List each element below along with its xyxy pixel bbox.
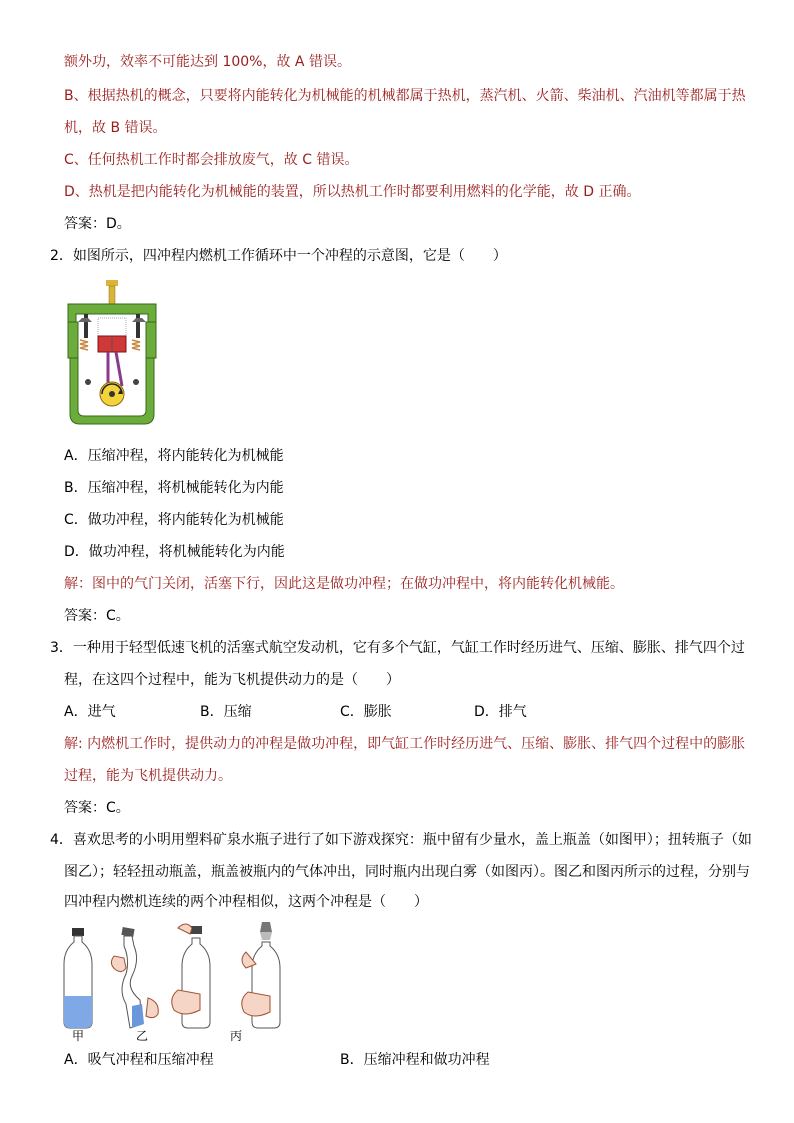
q3-stem-line2: 程，在这四个过程中，能为飞机提供动力的是（ ） <box>64 672 400 688</box>
q2-option-d[interactable]: D．做功冲程，将机械能转化为内能 <box>64 544 285 560</box>
spark-plug-top <box>106 280 118 286</box>
q2-option-b[interactable]: B．压缩冲程，将机械能转化为内能 <box>64 480 284 496</box>
q3-option-a[interactable]: A．进气 <box>64 704 116 720</box>
q2-option-a[interactable]: A．压缩冲程，将内能转化为机械能 <box>64 448 284 464</box>
bottle-jia <box>64 928 92 1028</box>
q4-stem-line1: 4．喜欢思考的小明用塑料矿泉水瓶子进行了如下游戏探究：瓶中留有少量水，盖上瓶盖（如图甲）；扭转瓶子（如 <box>50 832 752 848</box>
figure-label-jia: 甲 <box>72 1029 85 1043</box>
prev-answer-line3: 机，故 B 错误。 <box>64 120 167 136</box>
cylinder-wall-right <box>146 322 156 358</box>
q2-option-c[interactable]: C．做功冲程，将内能转化为机械能 <box>64 512 284 528</box>
q3-stem-line1: 3．一种用于轻型低速飞机的活塞式航空发动机，它有多个气缸，气缸工作时经历进气、压缩、膨胀、排气四个过 <box>50 640 745 656</box>
q4-stem-line3: 四冲程内燃机连续的两个冲程相似，这两个冲程是（ ） <box>64 894 428 910</box>
bottle-bing-1 <box>172 924 210 1028</box>
q3-option-b[interactable]: B．压缩 <box>200 704 252 720</box>
exhaust-valve <box>136 314 140 338</box>
bottle-figure <box>60 920 300 1045</box>
q4-option-a[interactable]: A．吸气冲程和压缩冲程 <box>64 1052 214 1068</box>
q3-option-d[interactable]: D．排气 <box>474 704 527 720</box>
figure-label-yi: 乙 <box>136 1029 149 1043</box>
combustion-chamber <box>98 318 126 336</box>
q3-answer: 答案：C。 <box>64 800 130 816</box>
prev-answer-line2: B、根据热机的概念，只要将内能转化为机械能的机械都属于热机，蒸汽机、火箭、柴油机、汽油机等都属于热 <box>64 88 746 104</box>
cylinder-wall-left <box>68 322 78 358</box>
q4-stem-line2: 图乙）；轻轻扭动瓶盖，瓶盖被瓶内的气体冲出，同时瓶内出现白雾（如图丙）。图乙和图丙所示的过程，分别与 <box>64 864 750 880</box>
q3-solution-line2: 过程，能为飞机提供动力。 <box>64 768 232 784</box>
prev-answer-line4: C、任何热机工作时都会排放废气，故 C 错误。 <box>64 152 359 168</box>
bottle-bing-2 <box>242 922 280 1028</box>
bottle-yi <box>111 927 158 1028</box>
figure-label-bing: 丙 <box>230 1029 243 1043</box>
q2-stem: 2．如图所示，四冲程内燃机工作循环中一个冲程的示意图，它是（ ） <box>50 248 507 264</box>
q2-solution: 解：图中的气门关闭，活塞下行，因此这是做功冲程；在做功冲程中，将内能转化机械能。 <box>64 576 624 592</box>
q3-option-c[interactable]: C．膨胀 <box>340 704 392 720</box>
q3-solution-line1: 解: 内燃机工作时，提供动力的冲程是做功冲程，即气缸工作时经历进气、压缩、膨胀、排气四个过程中的膨胀 <box>64 736 746 752</box>
engine-diagram <box>62 278 162 428</box>
q2-answer: 答案：C。 <box>64 608 130 624</box>
spring <box>80 340 88 350</box>
prev-answer-line1: 额外功，效率不可能达到 100%，故 A 错误。 <box>64 54 351 70</box>
prev-answer-line5: D、热机是把内能转化为机械能的装置，所以热机工作时都要利用燃料的化学能，故 D 正确。 <box>64 184 641 200</box>
q4-option-b[interactable]: B．压缩冲程和做功冲程 <box>340 1052 490 1068</box>
intake-valve <box>84 314 88 338</box>
spark-plug-body <box>109 286 115 304</box>
prev-answer: 答案：D。 <box>64 216 131 232</box>
